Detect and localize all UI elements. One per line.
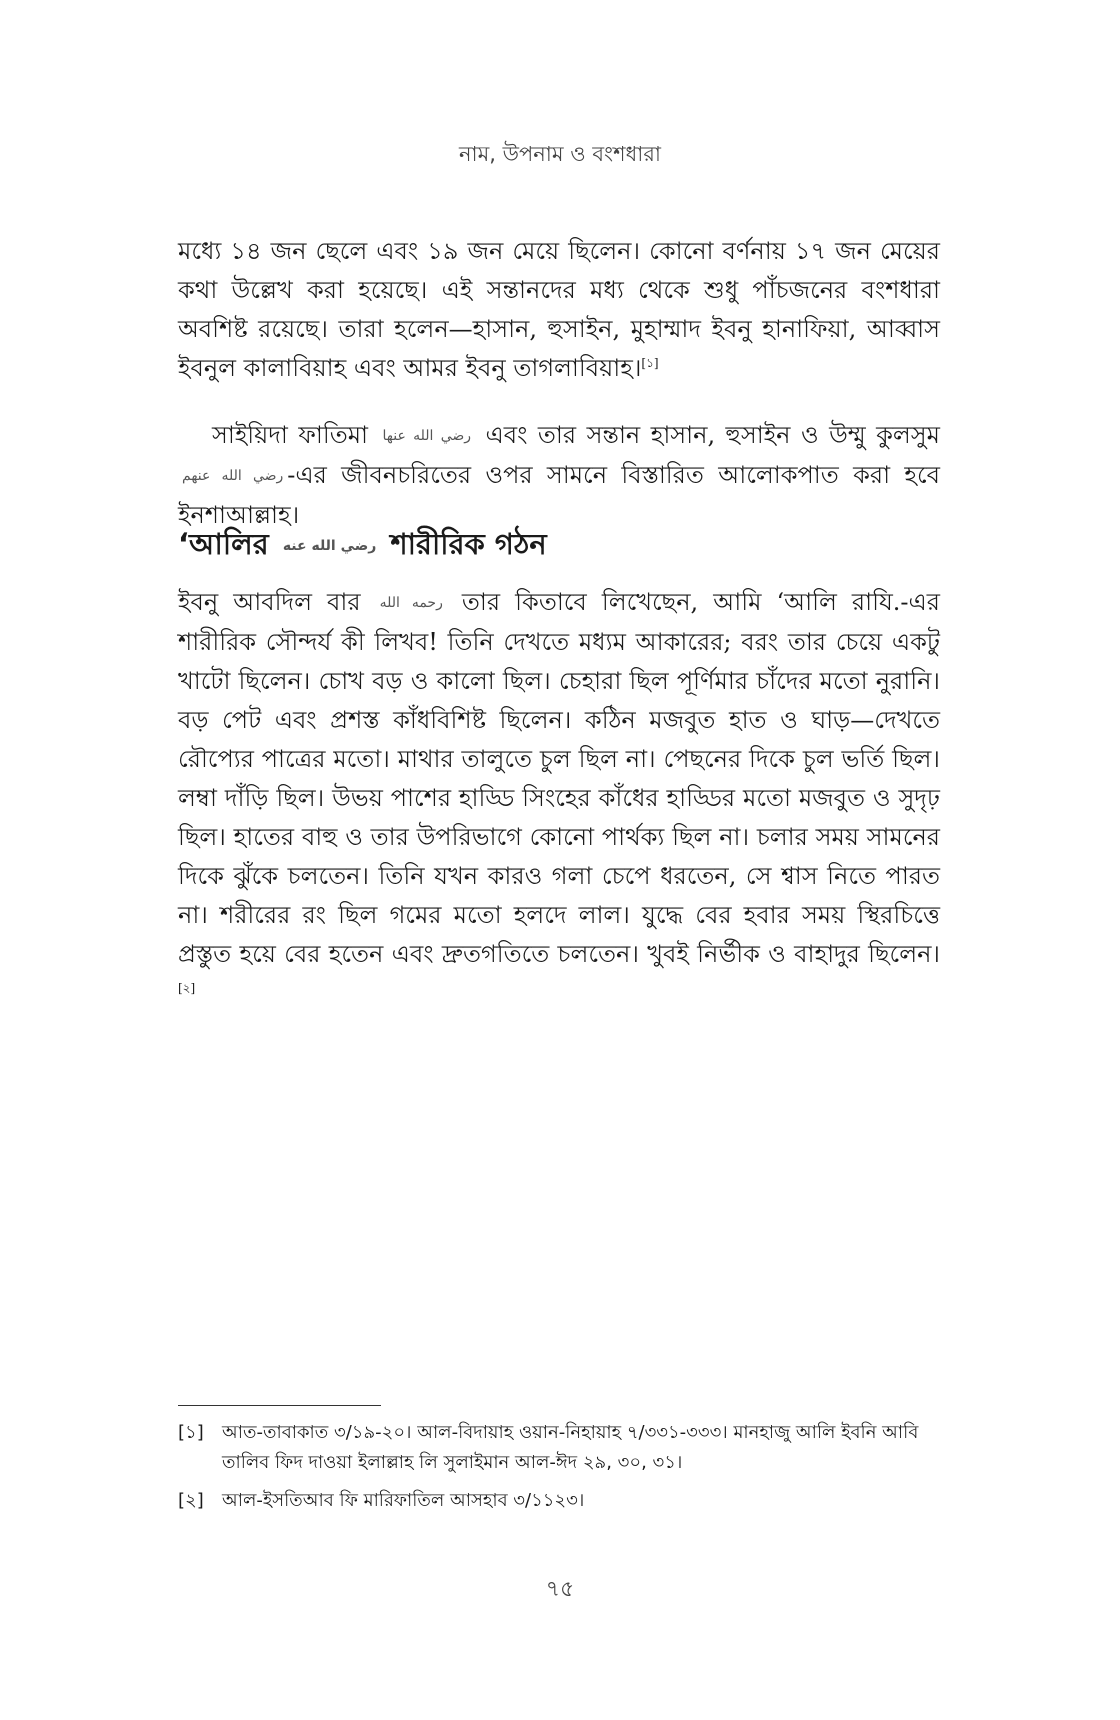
section-heading <box>178 522 940 571</box>
paragraph-text: মধ্যে ১৪ জন ছেলে এবং ১৯ জন মেয়ে ছিলেন। কোনো বর্ণনায় ১৭ জন মেয়ের কথা উল্লেখ করা হয়েছে। এই সন্তানদের মধ্য থেকে শুধু পাঁচজনের বংশধারা অবশিষ্ট রয়েছে। তারা হলেন—হাসান, হুসাইন, মুহাম্মাদ ইবনু হানাফিয়া, আব্বাস ইবনুল কালাবিয়াহ এবং আমর ইবনু তাগলাবিয়াহ। <box>178 237 940 382</box>
footnote-text: আত-তাবাকাত ৩/১৯-২০। আল-বিদায়াহ ওয়ান-নিহায়াহ ৭/৩৩১-৩৩৩। মানহাজু আলি ইবনি আবি তালিব ফিদ দাওয়া ইলাল্লাহ লি সুলাইমান আল-ঈদ ২৯, ৩০, ৩১। <box>222 1422 919 1473</box>
heading-text: শারীরিক গঠন <box>390 527 547 561</box>
paragraph-biography-note <box>178 416 940 535</box>
footnote-item <box>178 1418 940 1478</box>
footnote-text: আল-ইসতিআব ফি মারিফাতিল আসহাব ৩/১১২৩। <box>222 1490 585 1511</box>
paragraph-descendants <box>178 232 940 388</box>
honorific-ligature: رحمه الله <box>379 595 443 611</box>
paragraph-text: ইবনু আবদিল বার <box>178 588 361 616</box>
footnote-ref-1[interactable]: [১] <box>641 356 659 370</box>
footnote-marker: [১] <box>178 1422 204 1443</box>
honorific-ligature: رضي الله عنهم <box>182 468 284 484</box>
honorific-ligature: رضي الله عنها <box>382 428 472 444</box>
page-number: ৭৫ <box>545 1577 575 1602</box>
paragraph-text: এবং তার সন্তান হাসান, হুসাইন ও উম্মু কুলসুম <box>485 421 940 449</box>
footnote-marker: [২] <box>178 1490 204 1511</box>
footnotes <box>178 1418 940 1524</box>
heading-text: ‘আলির <box>178 527 269 561</box>
paragraph-physical-description <box>178 583 940 1013</box>
footnote-ref-2[interactable]: [২] <box>178 981 196 995</box>
paragraph-text: -এর জীবনচরিতের ওপর সামনে বিস্তারিত আলোকপাত করা হবে ইনশাআল্লাহ। <box>178 461 940 529</box>
honorific-ligature: رضي الله عنه <box>282 538 377 554</box>
running-header: নাম, উপনাম ও বংশধারা <box>459 142 661 166</box>
footnote-divider <box>178 1405 381 1406</box>
footnote-item <box>178 1486 940 1516</box>
paragraph-text: সাইয়িদা ফাতিমা <box>212 421 369 449</box>
paragraph-text: তার কিতাবে লিখেছেন, আমি ‘আলি রাযি.-এর শারীরিক সৌন্দর্য কী লিখব! তিনি দেখতে মধ্যম আকারের; বরং তার চেয়ে একটু খাটো ছিলেন। চোখ বড় ও কালো ছিল। চেহারা ছিল পূর্ণিমার চাঁদের মতো নুরানি। বড় পেট এবং প্রশস্ত কাঁধবিশিষ্ট ছিলেন। কঠিন মজবুত হাত ও ঘাড়—দেখতে রৌপ্যের পাত্রের মতো। মাথার তালুতে চুল ছিল না। পেছনের দিকে চুল ভর্তি ছিল। লম্বা দাঁড়ি ছিল। উভয় পাশের হাড্ডি সিংহের কাঁধের হাড্ডির মতো মজবুত ও সুদৃঢ় ছিল। হাতের বাহু ও তার উপরিভাগে কোনো পার্থক্য ছিল না। চলার সময় সামনের দিকে ঝুঁকে চলতেন। তিনি যখন কারও গলা চেপে ধরতেন, সে শ্বাস নিতে পারত না। শরীরের রং ছিল গমের মতো হলদে লাল। যুদ্ধে বের হবার সময় স্থিরচিত্তে প্রস্তুত হয়ে বের হতেন এবং দ্রুতগতিতে চলতেন। খুবই নির্ভীক ও বাহাদুর ছিলেন। <box>178 588 940 968</box>
